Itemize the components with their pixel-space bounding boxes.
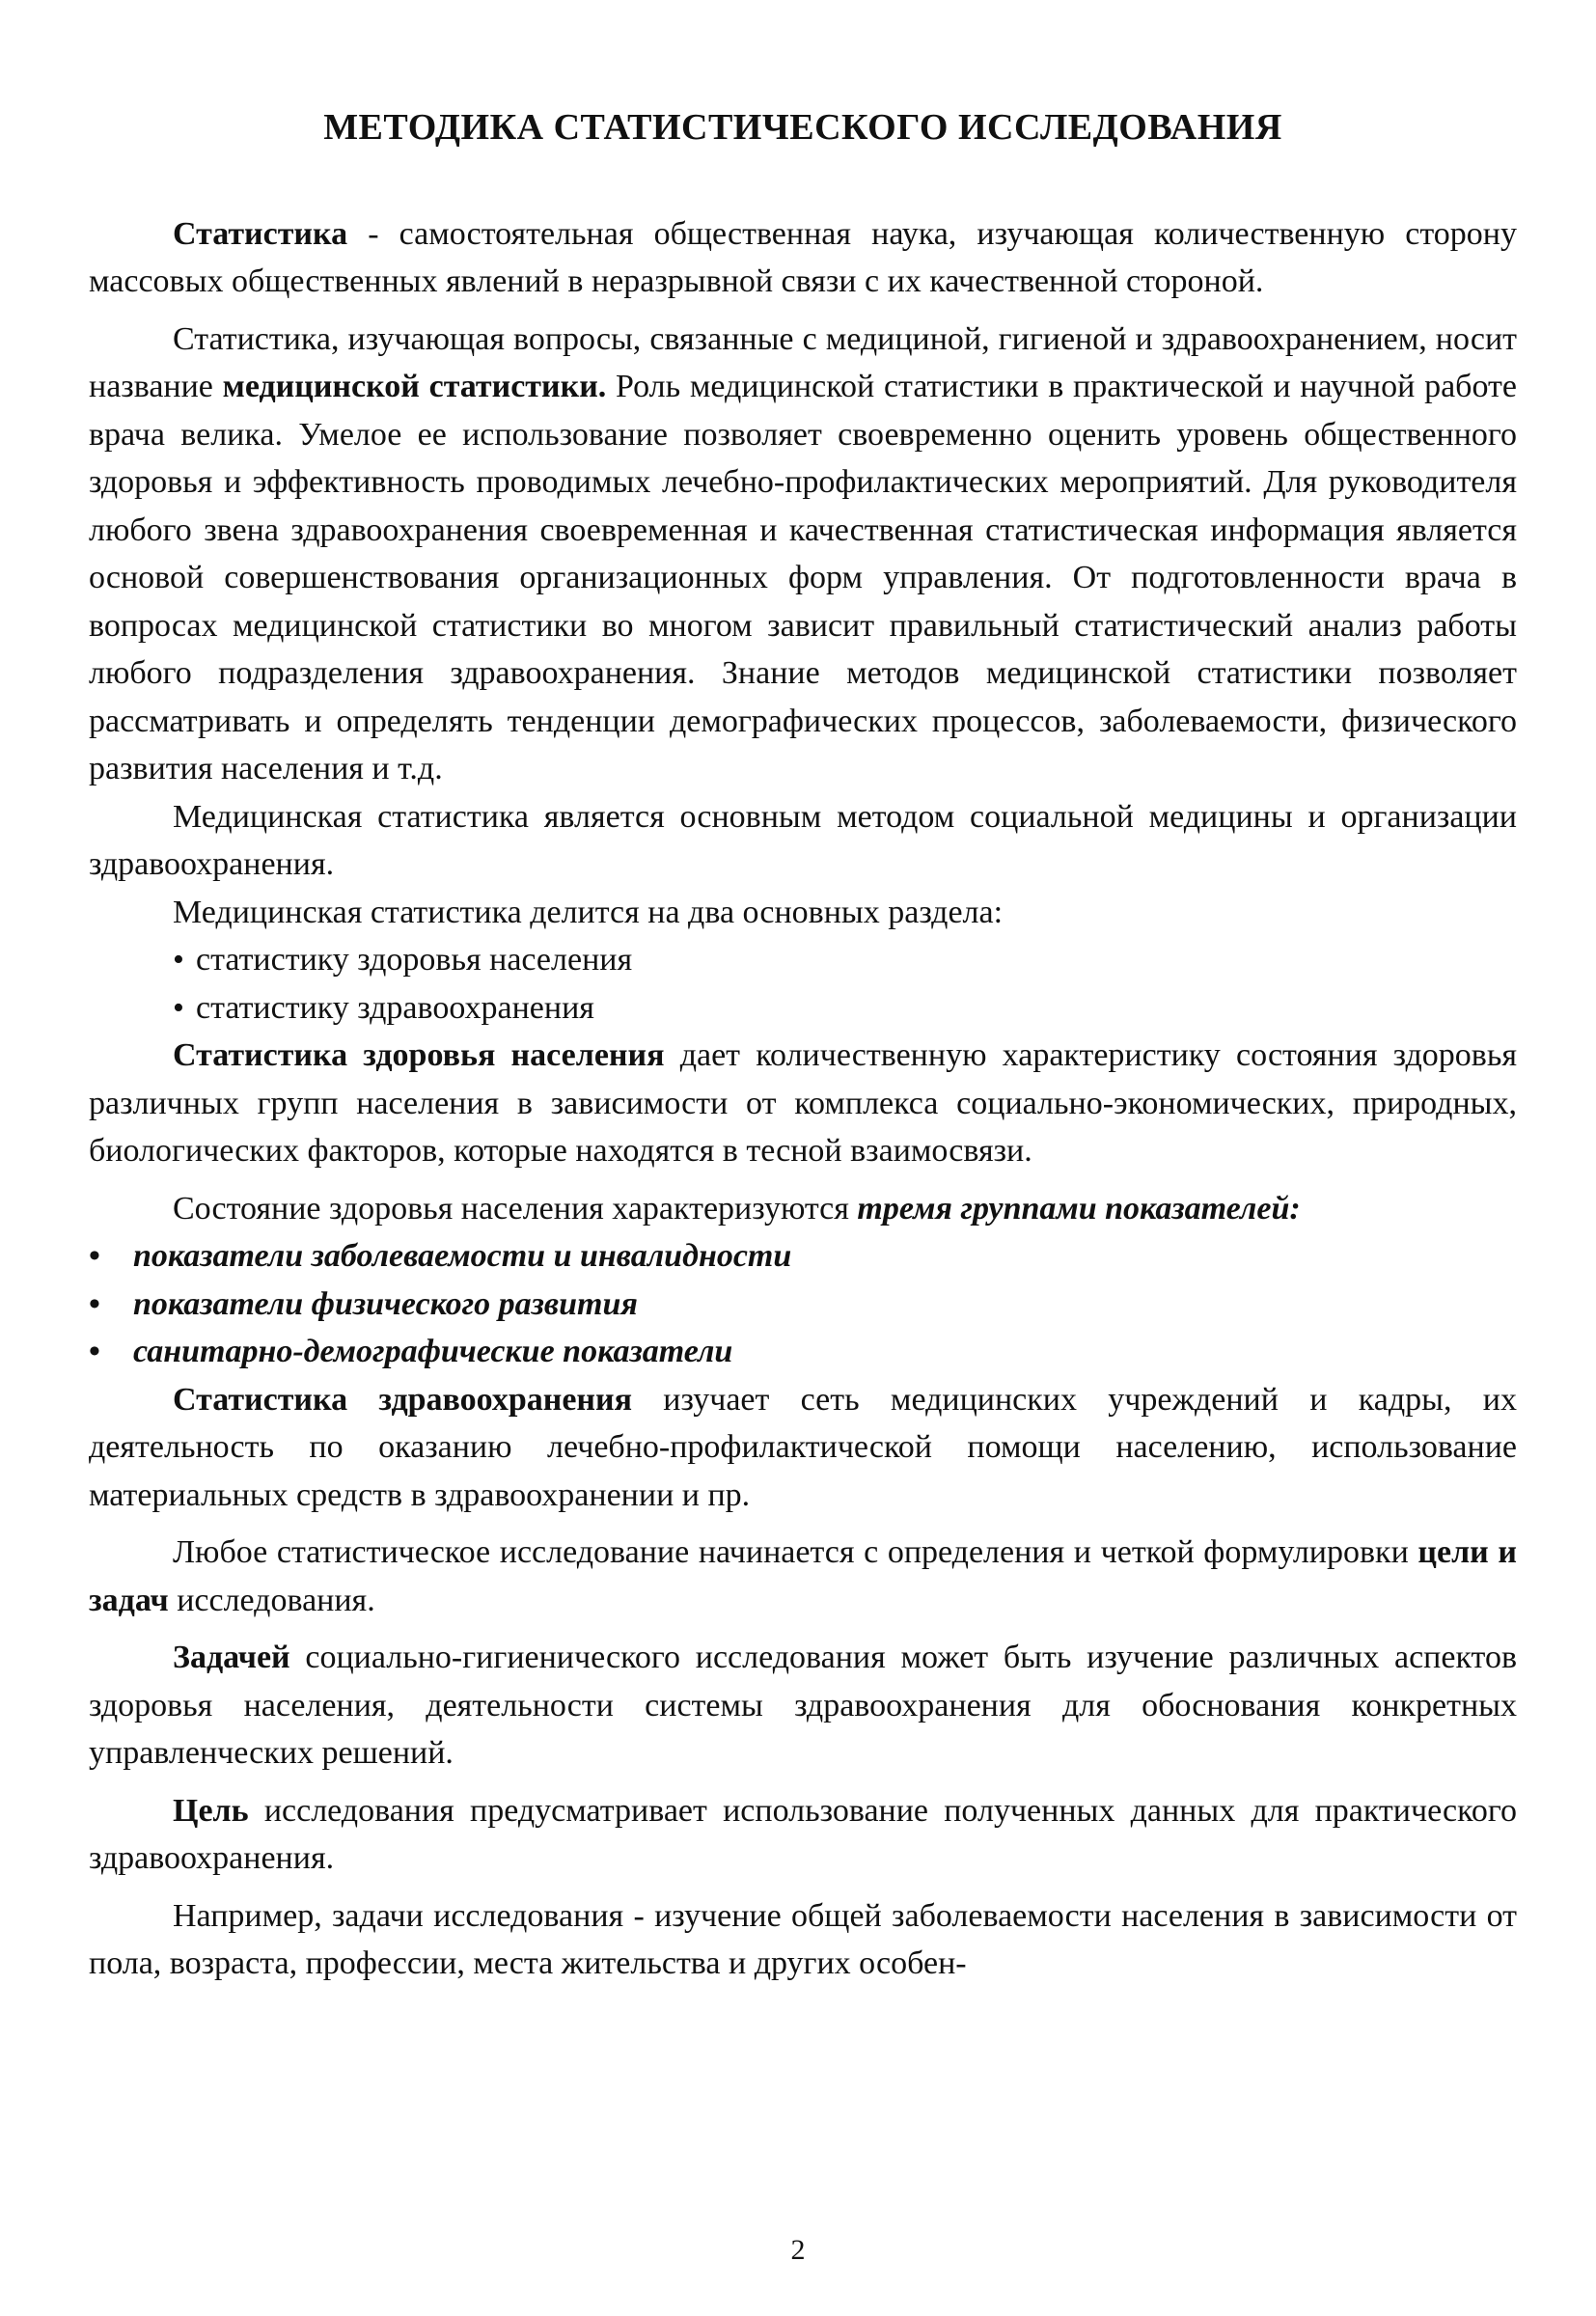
paragraph-text: исследования предусматривает использование полученных данных для практического здравоохранения. [89, 1792, 1517, 1877]
paragraph-goal [89, 1787, 1517, 1883]
list-item-section [89, 936, 1517, 984]
term-health-statistics: Статистика здоровья населения [173, 1037, 665, 1074]
term-goals-tasks: цели и задач [89, 1534, 1517, 1618]
page-title: МЕТОДИКА СТАТИСТИЧЕСКОГО ИССЛЕДОВАНИЯ [323, 107, 1282, 148]
paragraph-health-statistics [89, 1032, 1517, 1175]
list-item-indicator [89, 1281, 1517, 1329]
bullet-icon: • [89, 1334, 100, 1370]
bullet-icon: • [173, 989, 184, 1026]
list-item-indicator [89, 1232, 1517, 1281]
bullet-icon: • [89, 1238, 100, 1275]
term-goal: Цель [173, 1792, 249, 1829]
paragraph-text: Статистика, изучающая вопросы, связанные с медициной, гигиеной и здравоохранением, носит название [89, 320, 1517, 405]
paragraph-medical-statistics [89, 316, 1517, 793]
term-medical-statistics: медицинской статистики. [222, 369, 607, 405]
list-item-text: санитарно-демографические показатели [133, 1334, 733, 1370]
term-statistics: Статистика [173, 215, 348, 252]
term-healthcare-statistics: Статистика здравоохранения [173, 1381, 632, 1418]
term-task: Задачей [173, 1640, 290, 1676]
paragraph-indicator-groups [89, 1185, 1517, 1233]
paragraph-sections-intro: Медицинская статистика делится на два основных раздела: [173, 894, 1004, 930]
paragraph-example: Например, задачи исследования - изучение общей заболеваемости населения в зависимости от пола, возраста, профессии, места жительства и других особен- [89, 1897, 1517, 1982]
paragraph-text: Любое статистическое исследование начинается с определения и четкой формулировки [173, 1534, 1418, 1571]
list-item-text: показатели физического развития [133, 1285, 638, 1322]
paragraph-definition [89, 210, 1517, 306]
paragraph-main-method: Медицинская статистика является основным методом социальной медицины и организации здравоохранения. [89, 798, 1517, 883]
list-item-text: показатели заболеваемости и инвалидности [133, 1238, 792, 1275]
paragraph-research-start [89, 1529, 1517, 1624]
paragraph-text: социально-гигиенического исследования может быть изучение различных аспектов здоровья населения, деятельности системы здравоохранения для обоснования конкретных управленческих решений. [89, 1640, 1517, 1772]
list-item-section [89, 984, 1517, 1033]
bullet-icon: • [173, 942, 184, 979]
paragraph-text: Состояние здоровья населения характеризуются [173, 1190, 858, 1227]
list-item-text: статистику здоровья населения [196, 942, 633, 979]
paragraph-text: дает количественную характеристику состояния здоровья различных групп населения в зависимости от комплекса социально-экономических, природных, биологических факторов, которые находятся в тесной взаимосвязи. [89, 1037, 1517, 1170]
paragraph-text: изучает сеть медицинских учреждений и кадры, их деятельность по оказанию лечебно-профилактической помощи населению, использование материальных средств в здравоохранении и пр. [89, 1381, 1517, 1513]
paragraph-text: - самостоятельная общественная наука, изучающая количественную сторону массовых общественных явлений в неразрывной связи с их качественной стороной. [89, 215, 1517, 300]
term-indicator-groups: тремя группами показателей: [857, 1190, 1301, 1227]
bullet-icon: • [89, 1285, 100, 1322]
paragraph-text: Роль медицинской статистики в практической и научной работе врача велика. Умелое ее использование позволяет своевременно оценить уровень общественного здоровья и эффективность проводимых лечебно-профилактических мероприятий. Для руководителя любого звена здравоохранения своевременная и качественная статистическая информация является основой совершенствования организационных форм управления. От подготовленности врача в вопросах медицинской статистики во многом зависит правильный статистический анализ работы любого подразделения здравоохранения. Знание методов медицинской статистики позволяет рассматривать и определять тенденции демографических процессов, заболеваемости, физического развития населения и т.д. [89, 369, 1517, 787]
paragraph-task [89, 1634, 1517, 1778]
list-item-text: статистику здравоохранения [196, 989, 594, 1026]
list-item-indicator [89, 1328, 1517, 1376]
paragraph-text: исследования. [168, 1582, 375, 1618]
paragraph-healthcare-statistics [89, 1376, 1517, 1520]
body-text [89, 210, 1517, 1988]
document-page [89, 106, 1517, 1988]
page-number: 2 [790, 2234, 806, 2266]
